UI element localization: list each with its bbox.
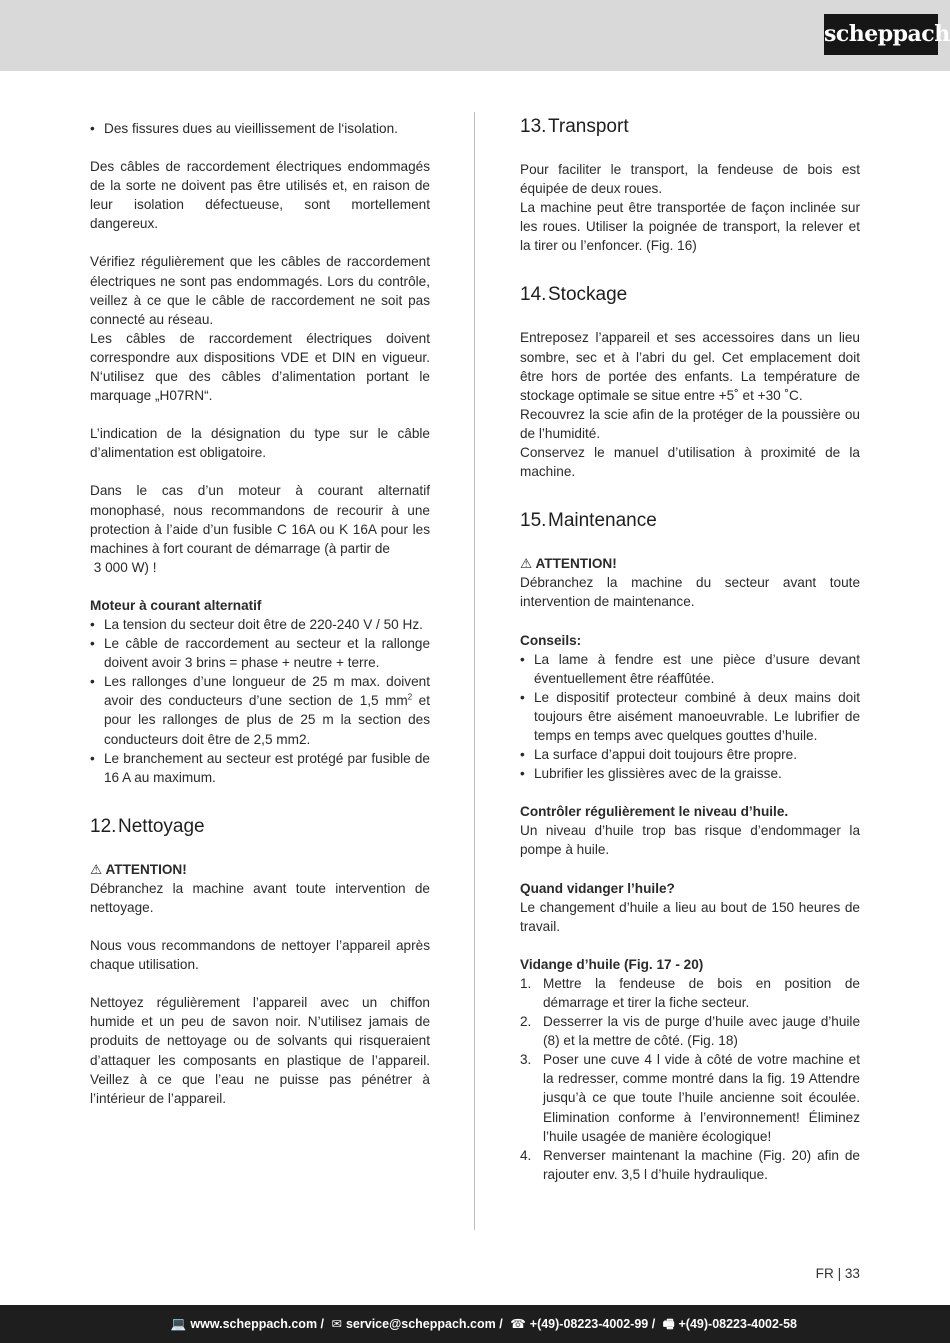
paragraph-storage-cover: Recouvrez la scie afin de la protéger de la poussière ou de l’humidité.: [520, 406, 860, 441]
numbered-step: 3. Poser une cuve 4 l vide à côté de votre machine et la redresser, comme montré dans la fig. 19 Attendre jusqu’à ce que toute l’huile ancienne soit écoulée. Elimination conforme à l’environnement! Éliminez l’huile usagée de manière écologique!: [520, 1052, 860, 1144]
paragraph-cleaning-method: Nettoyez régulièrement l’appareil avec un chiffon humide et un peu de savon noir. N’utilisez jamais de produits de nettoyage ou de solvants qui risqueraient d’attaquer les composants en plastique de l’appareil. Veillez à ce que l’eau ne puisse pas pénétrer à l’intérieur de l’appareil.: [90, 995, 430, 1106]
email-link[interactable]: service@scheppach.com /: [345, 1317, 503, 1331]
left-column: [90, 119, 430, 1108]
footer-contact-bar: [0, 1305, 950, 1343]
list-item: • Lubrifier les glissières avec de la graisse.: [520, 766, 782, 782]
brand-logo: scheppach: [824, 14, 938, 55]
section-heading-maintenance: 15.Maintenance: [520, 510, 657, 532]
paragraph-motor-fuse: Dans le cas d’un moteur à courant alternatif monophasé, nous recommandons de recourir à une protection à l’aide d’un fusible C 16A ou K 16A pour les machines à fort courant de démarrage (à partir de: [90, 483, 430, 556]
mail-icon: ✉: [331, 1317, 342, 1331]
list-item: • Les rallonges d’une longueur de 25 m max. doivent avoir des conducteurs d’une section de 1,5 $mm^2$ et pour les rallonges de plus de 25 m la section des conducteurs doit être de 2,5 mm2.: [90, 674, 430, 747]
tips-heading: Conseils:: [520, 632, 582, 648]
list-item: • La lame à fendre est une pièce d’usure devant éventuellement être réaffûtée.: [520, 651, 860, 686]
oil-drain-heading: Vidange d’huile (Fig. 17 - 20): [520, 956, 704, 972]
list-item: • Des fissures dues au vieillissement de l‘isolation.: [90, 121, 398, 136]
warning-text: Débranchez la machine avant toute intervention de nettoyage.: [90, 880, 430, 915]
ac-motor-heading: Moteur à courant alternatif: [90, 597, 262, 613]
paragraph-vde-din: Les câbles de raccordement électriques doivent correspondre aux dispositions VDE et DIN en vigueur. N‘utilisez que des câbles d’alimentation portant le marquage „H07RN“.: [90, 330, 430, 404]
oil-check-text: Un niveau d’huile trop bas risque d’endommager la pompe à huile.: [520, 823, 860, 858]
paragraph-transport-handle: La machine peut être transportée de façon inclinée sur les roues. Utiliser la poignée de transport, la relever et la tirer ou l’enfoncer. (Fig. 16): [520, 200, 860, 254]
paragraph-motor-fuse-end: 3 000 W) !: [90, 559, 157, 575]
section-heading-transport: 13.Transport: [520, 116, 629, 137]
paragraph-cleaning-recommend: Nous vous recommandons de nettoyer l’appareil après chaque utilisation.: [90, 938, 430, 973]
paragraph-damaged-cables: Des câbles de raccordement électriques endommagés de la sorte ne doivent pas être utilisés et, en raison de leur isolation défectueuse, sont mortellement dangereux.: [90, 159, 430, 232]
warning-label: ⚠ ATTENTION!: [520, 556, 617, 572]
numbered-step: 4. Renverser maintenant la machine (Fig. 20) afin de rajouter env. 3,5 l d’huile hydraulique.: [520, 1147, 860, 1182]
header-band: [0, 0, 950, 71]
fax-number: +(49)-08223-4002-58: [678, 1317, 797, 1331]
phone-number: +(49)-08223-4002-99 /: [529, 1317, 656, 1331]
column-divider: [474, 112, 475, 1230]
list-item: • Le dispositif protecteur combiné à deux mains doit toujours être aisément manoeuvrable. Le lubrifier de temps en temps avec quelques gouttes d’huile.: [520, 689, 860, 743]
list-item: • Le branchement au secteur est protégé par fusible de 16 A au maximum.: [90, 750, 430, 785]
oil-change-heading: Quand vidanger l’huile?: [520, 880, 675, 896]
paragraph-storage-location: Entreposez l’appareil et ses accessoires dans un lieu sombre, sec et à l’abri du gel. Cet emplacement doit être hors de portée des enfants. La température de stockage optimale se situe entre +5˚ et +30 ˚C.: [520, 330, 860, 403]
paragraph-type-designation: L’indication de la désignation du type sur le câble d’alimentation est obligatoire.: [90, 426, 430, 461]
warning-label: ⚠ ATTENTION!: [90, 861, 187, 877]
paragraph-transport-wheels: Pour faciliter le transport, la fendeuse de bois est équipée de deux roues.: [520, 162, 860, 197]
list-item: • Le câble de raccordement au secteur et la rallonge doivent avoir 3 brins = phase + neutre + terre.: [90, 636, 430, 671]
list-item: • La tension du secteur doit être de 220-240 V / 50 Hz.: [90, 616, 423, 632]
oil-change-text: Le changement d’huile a lieu au bout de 150 heures de travail.: [520, 899, 860, 934]
warning-icon: ⚠: [520, 556, 533, 572]
phone-icon: ☎: [510, 1317, 526, 1331]
paragraph-storage-manual: Conservez le manuel d’utilisation à proximité de la machine.: [520, 445, 860, 480]
fax-icon: 🖷: [662, 1317, 675, 1331]
right-column: [520, 115, 860, 1184]
page-number: FR | 33: [815, 1266, 860, 1281]
warning-text: Débranchez la machine du secteur avant toute intervention de maintenance.: [520, 575, 860, 610]
paragraph-verify-cables: Vérifiez régulièrement que les câbles de raccordement électriques ne sont pas endommagés. Lors du contrôle, veillez à ce que le câble de raccordement ne soit pas connecté au réseau.: [90, 254, 430, 327]
computer-icon: 💻: [170, 1317, 187, 1331]
website-link[interactable]: www.scheppach.com /: [190, 1317, 325, 1331]
numbered-step: 1. Mettre la fendeuse de bois en position de démarrage et tirer la fiche secteur.: [520, 975, 860, 1010]
warning-icon: ⚠: [90, 861, 103, 877]
section-heading-cleaning: 12.Nettoyage: [90, 815, 205, 837]
section-heading-storage: 14.Stockage: [520, 284, 628, 306]
list-item: • La surface d’appui doit toujours être propre.: [520, 747, 797, 763]
oil-check-heading: Contrôler régulièrement le niveau d’huile.: [520, 804, 789, 820]
numbered-step: 2. Desserrer la vis de purge d’huile avec jauge d’huile (8) et la mettre de côté. (Fig. 18): [520, 1014, 860, 1049]
